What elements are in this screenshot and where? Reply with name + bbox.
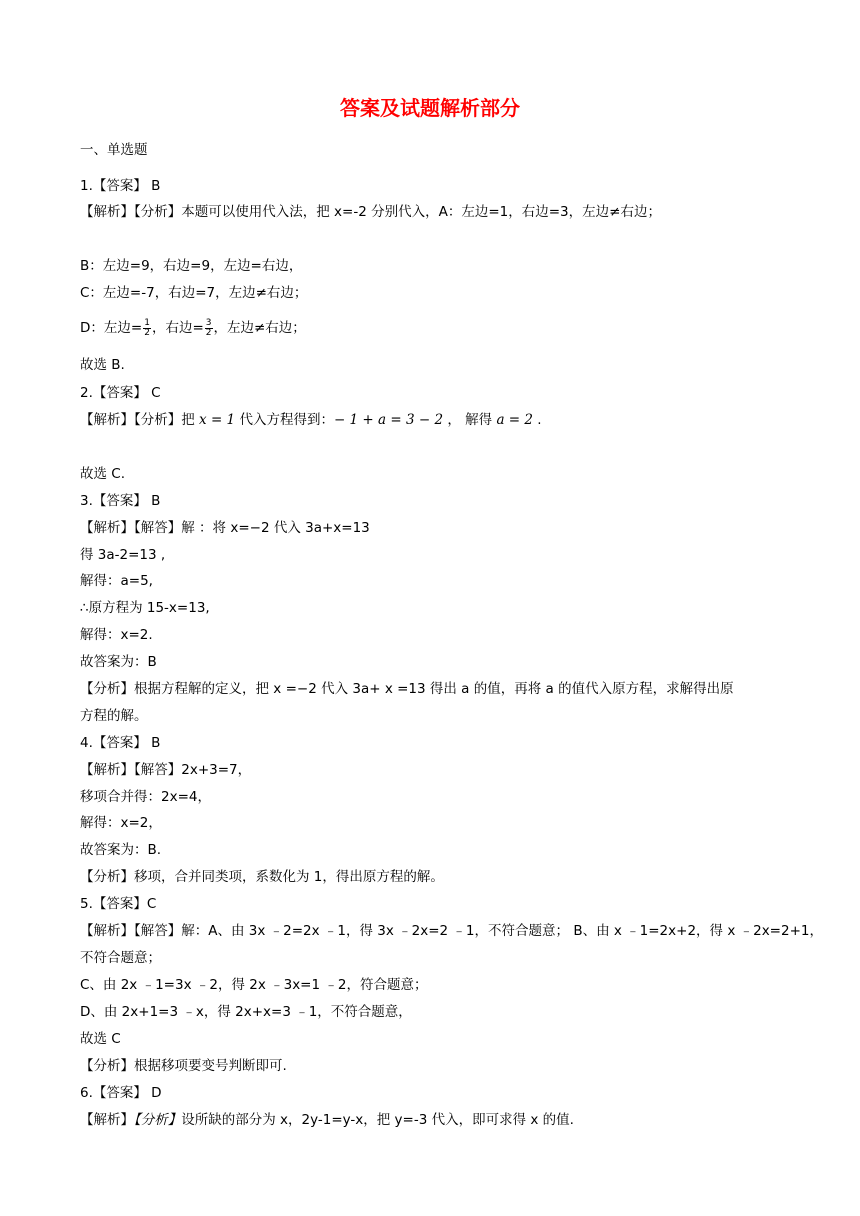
q6-tag: 【分析】: [134, 1112, 182, 1128]
q1-d-right-num: 3: [205, 317, 212, 328]
q3-answer: 3.【答案】 B: [80, 493, 161, 509]
q2-end: .: [537, 412, 542, 428]
q2-answer: 2.【答案】 C: [80, 385, 161, 401]
q5-line-3: C、由 2x ﹣1=3x ﹣2，得 2x ﹣3x=1 ﹣2，符合题意；: [80, 977, 428, 993]
q2-analysis-prefix: 【解析】【分析】把: [80, 412, 195, 428]
q4-line-3: 解得：x=2，: [80, 815, 162, 831]
q6-answer: 6.【答案】 D: [80, 1085, 162, 1101]
q2-eq-main: − 1 + a = 3 − 2: [333, 412, 444, 428]
q1-d-left-num: 1: [144, 317, 150, 328]
q1-d-left-fraction: [143, 319, 151, 338]
q3-line-1: 【解析】【解答】解 ：将 x=−2 代入 3a+x=13: [80, 520, 370, 536]
q4-line-4: 故答案为：B.: [80, 842, 162, 858]
q1-answer: 1.【答案】 B: [80, 178, 161, 194]
q2-conclusion: 故选 C.: [80, 466, 126, 482]
q3-line-4: ∴原方程为 15-x=13,: [80, 600, 210, 616]
q1-d-prefix: D：左边=: [80, 320, 143, 336]
q1-d-mid: ，右边=: [151, 320, 204, 336]
q6-prefix: 【解析】: [80, 1112, 134, 1128]
section-heading: 一、单选题: [80, 142, 148, 158]
q1-option-b: B：左边=9，右边=9，左边=右边，: [80, 258, 303, 274]
page-title: 答案及试题解析部分: [340, 96, 520, 120]
q3-line-6: 故答案为：B: [80, 654, 157, 670]
q4-line-1: 【解析】【解答】2x+3=7，: [80, 762, 252, 778]
q1-d-suffix: ，左边≠右边；: [213, 320, 306, 336]
q2-eq-x: x = 1: [199, 412, 236, 428]
q5-line-6: 【分析】根据移项要变号判断即可.: [80, 1058, 287, 1074]
q5-line-4: D、由 2x+1=3 ﹣x，得 2x+x=3 ﹣1，不符合题意，: [80, 1004, 412, 1020]
q2-analysis: [80, 410, 542, 430]
q6-rest: 设所缺的部分为 x，2y-1=y-x，把 y=-3 代入，即可求得 x 的值.: [181, 1112, 574, 1128]
q3-line-7: 【分析】根据方程解的定义，把 x =−2 代入 3a+ x =13 得出 a 的值，再将 a 的值代入原方程，求解得出原: [80, 681, 734, 697]
q3-line-8: 方程的解。: [80, 708, 148, 724]
q5-line-5: 故选 C: [80, 1031, 121, 1047]
q1-d-left-den: 2: [144, 327, 150, 338]
q3-line-2: 得 3a-2=13 ,: [80, 547, 166, 563]
q1-option-c: C：左边=-7，右边=7，左边≠右边；: [80, 285, 308, 301]
q1-option-d: [80, 318, 306, 338]
q1-analysis: 【解析】【分析】本题可以使用代入法，把 x=-2 分别代入，A：左边=1，右边=3，左边≠右边；: [80, 204, 661, 220]
q1-d-right-den: 2: [205, 327, 212, 338]
q6-line-1: [80, 1110, 574, 1130]
q4-answer: 4.【答案】 B: [80, 735, 161, 751]
q1-d-right-fraction: [205, 319, 213, 338]
q4-line-2: 移项合并得：2x=4，: [80, 789, 211, 805]
q2-eq-a: a = 2: [496, 412, 533, 428]
q5-line-2: 不符合题意；: [80, 950, 161, 966]
q3-line-3: 解得：a=5,: [80, 573, 153, 589]
q1-conclusion: 故选 B.: [80, 357, 125, 373]
q3-line-5: 解得：x=2.: [80, 627, 153, 643]
q5-answer: 5.【答案】C: [80, 896, 157, 912]
q4-line-5: 【分析】移项，合并同类项，系数化为 1，得出原方程的解。: [80, 869, 444, 885]
q2-mid: 代入方程得到：: [239, 412, 334, 428]
q5-line-1: 【解析】【解答】解：A、由 3x ﹣2=2x ﹣1，得 3x ﹣2x=2 ﹣1，不符合题意； B、由 x ﹣1=2x+2，得 x ﹣2x=2+1，: [80, 923, 823, 939]
q2-sep: ， 解得: [447, 412, 493, 428]
